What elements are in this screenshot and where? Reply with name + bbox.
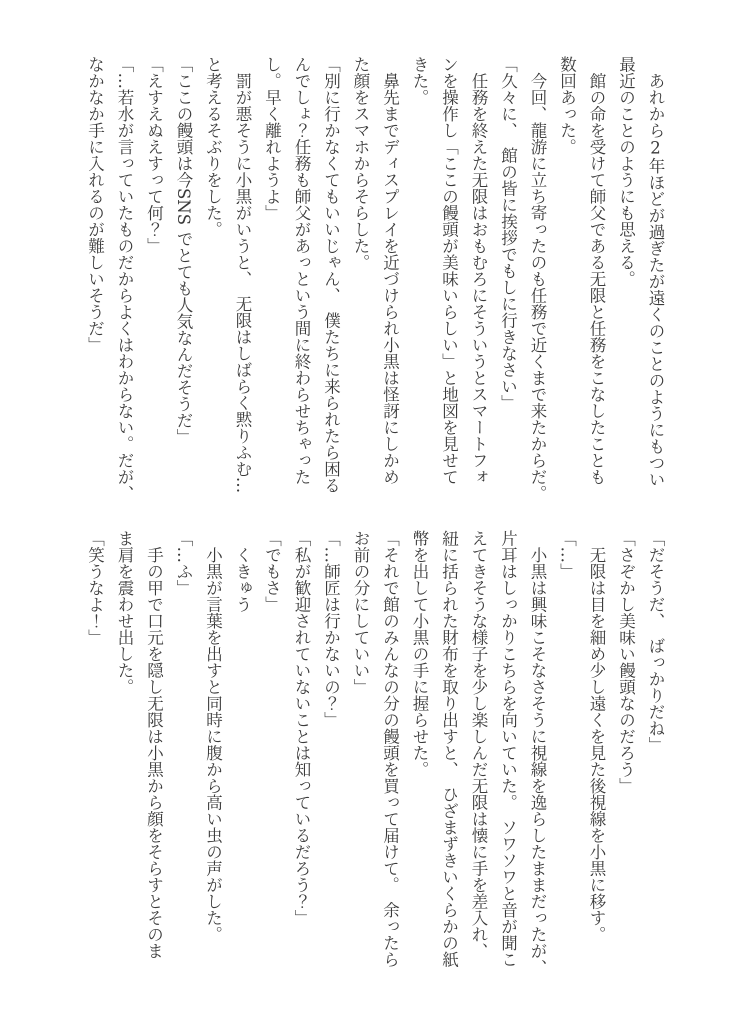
text-line: 館の命を受けて師父である无限と任務をこなしたことも bbox=[587, 56, 606, 485]
text-line: 「それで館のみんなの分の饅頭を買って届けて。 余ったら bbox=[380, 530, 400, 968]
text-line: 罰が悪そうに小黒がいうと、 无限はしばらく黙りふむ… bbox=[233, 56, 252, 494]
text-line: 小黒は興味こそなさそうに視線を逸らしたままだったが、 bbox=[528, 530, 547, 976]
text-line: 「えすえぬえすって何？」 bbox=[144, 56, 164, 254]
text-line: と考えるそぶりをした。 bbox=[203, 56, 223, 238]
text-line: 「でもさ」 bbox=[262, 530, 282, 613]
text-line: 「久々に、 館の皆に挨拶でもしに行きなさい」 bbox=[498, 56, 518, 411]
text-block-bottom bbox=[80, 530, 670, 1004]
text-line: 任務を終えた无限はおもむろにそういうとスマートフォ bbox=[469, 56, 488, 485]
text-line: た顔をスマホからそらした。 bbox=[351, 56, 370, 271]
text-line: 「…師匠は行かないの？」 bbox=[321, 530, 341, 728]
text-line: 无限は目を細め少し遠くを見た後視線を小黒に移す。 bbox=[587, 530, 606, 943]
text-line: ンを操作し「ここの饅頭が美味いらしい」と地図を見せて bbox=[439, 56, 459, 485]
text-line: 今回、龍游に立ち寄ったのも任務で近くまで来たからだ。 bbox=[528, 56, 547, 502]
text-line: きた。 bbox=[410, 56, 429, 106]
line-segment: 年ほどが過ぎたが遠くのことのようにもつい bbox=[646, 157, 665, 488]
text-line: えてきそうな様子を少し楽しんだ无限は懐に手を差入れ、 bbox=[469, 530, 488, 959]
text-line: ま肩を震わせ出した。 bbox=[115, 530, 134, 695]
text-line: 最近のことのようにも思える。 bbox=[616, 56, 636, 287]
text-line: 小黒が言葉を出すと同時に腹から高い虫の声がした。 bbox=[203, 530, 223, 943]
text-line: 手の甲で口元を隠し无限は小黒から顔をそらすとそのま bbox=[144, 530, 164, 959]
text-line: 「…」 bbox=[557, 530, 577, 580]
text-line: 「だそうだ、 ばっかりだね」 bbox=[646, 530, 665, 753]
text-line: 「…若水が言っていたものだからよくはわからない。だが、 bbox=[115, 56, 134, 502]
text-line: んでしょ？任務も師父があっという間に終わらせちゃった bbox=[292, 56, 311, 485]
year-digit: 2 bbox=[646, 138, 665, 158]
line-segment: あれから bbox=[646, 56, 665, 139]
text-line: 「さぞかし美味い饅頭なのだろう」 bbox=[616, 530, 636, 794]
text-line: 鼻先までディスプレイを近づけられ小黒は怪訝にしかめ bbox=[380, 56, 400, 485]
text-line: 「別に行かなくてもいいじゃん、 僕たちに来られたら困る bbox=[321, 56, 341, 494]
text-line: 「…ふ」 bbox=[174, 530, 193, 596]
text-line: 「ここの饅頭は今SNS でとても人気なんだそうだ」 bbox=[174, 56, 193, 445]
text-line: 「私が歓迎されていないことは知っているだろう？」 bbox=[292, 530, 311, 926]
text-line: 数回あった。 bbox=[557, 56, 577, 155]
text-line: し。早く離れようよ」 bbox=[262, 56, 282, 221]
text-line: なかなか手に入れるのが難しいそうだ」 bbox=[85, 56, 105, 353]
text-line: 紐に括られた財布を取り出すと、 ひざまずきいくらかの紙 bbox=[439, 530, 459, 968]
text-line: 片耳はしっかりこちらを向いていた。 ソワソワと音が聞こ bbox=[498, 530, 518, 968]
text-line: 「笑うなよ！」 bbox=[85, 530, 105, 646]
text-block-top bbox=[80, 56, 670, 530]
text-line: 幣を出して小黒の手に握らせた。 bbox=[410, 530, 429, 778]
text-line: お前の分にしていい」 bbox=[351, 530, 370, 695]
text-line bbox=[641, 56, 671, 530]
text-line: くきゅう bbox=[233, 530, 252, 613]
